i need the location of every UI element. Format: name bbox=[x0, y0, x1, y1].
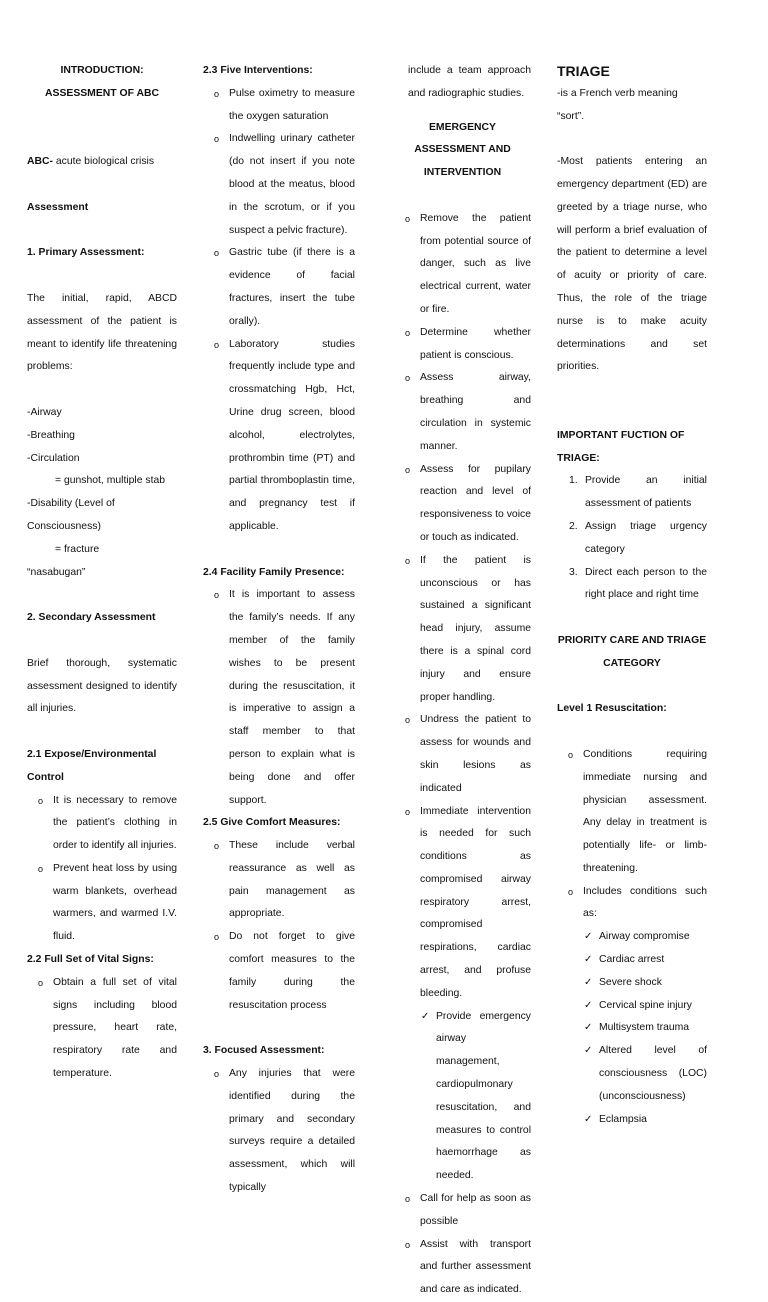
secondary-assessment-heading: 2. Secondary Assessment bbox=[27, 612, 156, 624]
abc-def: acute biological crisis bbox=[52, 156, 155, 168]
list-item: o Do not forget to give comfort measures to the family during the resuscitation process bbox=[203, 926, 355, 1017]
priority-heading-line-1: PRIORITY CARE AND TRIAGE bbox=[557, 634, 707, 646]
triage-function-list bbox=[557, 470, 707, 607]
abcd-item-airway: -Airway bbox=[27, 406, 62, 418]
list-item: o Assess for pupilary reaction and level of responsiveness to voice or touch as indicated. bbox=[394, 459, 531, 550]
list-item: o Determine whether patient is conscious. bbox=[394, 322, 531, 368]
expose-heading: 2.1 Expose/Environmental Control bbox=[27, 748, 157, 783]
interventions-heading: 2.3 Five Interventions: bbox=[203, 65, 313, 76]
triage-title: TRIAGE bbox=[557, 63, 610, 79]
list-item: o Call for help as soon as possible bbox=[394, 1188, 531, 1234]
list-item: o These include verbal reassurance as well as pain management as appropriate. bbox=[203, 835, 355, 926]
family-presence-heading: 2.4 Facility Family Presence: bbox=[203, 566, 345, 578]
comfort-measures-list bbox=[203, 835, 355, 1017]
expose-list bbox=[27, 790, 177, 950]
circulation-note: = gunshot, multiple stab bbox=[55, 475, 166, 487]
list-item: o Undress the patient to assess for wounds and skin lesions as indicated bbox=[394, 709, 531, 800]
comfort-measures-heading: 2.5 Give Comfort Measures: bbox=[203, 817, 341, 829]
vitals-list bbox=[27, 972, 177, 1086]
list-item: ✓ Eclampsia bbox=[571, 1109, 707, 1132]
intro-title: INTRODUCTION: bbox=[60, 65, 144, 76]
column-4 bbox=[557, 60, 707, 1131]
list-item: ✓ Altered level of consciousness (LOC) (unconsciousness) bbox=[571, 1040, 707, 1108]
secondary-assessment-text: Brief thorough, systematic assessment designed to identify all injuries. bbox=[27, 657, 177, 715]
abc-definition bbox=[27, 151, 177, 174]
emergency-list bbox=[394, 208, 531, 1006]
interventions-list bbox=[203, 83, 355, 539]
list-item: 1. Provide an initial assessment of patients bbox=[569, 475, 707, 510]
list-item: o Pulse oximetry to measure the oxygen saturation bbox=[203, 83, 355, 129]
abcd-item-breathing: -Breathing bbox=[27, 429, 75, 441]
disability-note: = fracture bbox=[55, 543, 100, 555]
list-item: 2. Assign triage urgency category bbox=[569, 520, 707, 555]
column-3 bbox=[394, 60, 531, 1302]
list-item: o Conditions requiring immediate nursing and physician assessment. Any delay in treatment is potentially life- or limb-threatening. bbox=[557, 744, 707, 881]
triage-definition: -is a French verb meaning “sort”. bbox=[557, 87, 678, 122]
list-item: o It is important to assess the family’s needs. If any member of the family wishes to be present during the resuscitation, it is imperative to assign a staff member to that person to explain what is being done and offer support. bbox=[203, 584, 355, 812]
level1-list bbox=[557, 744, 707, 926]
list-item: o Prevent heat loss by using warm blankets, overhead warmers, and warmed I.V. fluid. bbox=[27, 858, 177, 949]
primary-assessment-heading: 1. Primary Assessment: bbox=[27, 247, 145, 259]
list-item: o Assess airway, breathing and circulation in systemic manner. bbox=[394, 367, 531, 458]
list-item: o If the patient is unconscious or has sustained a significant head injury, assume there is a spinal cord injury and ensure proper handling. bbox=[394, 550, 531, 710]
triage-text: -Most patients entering an emergency department (ED) are greeted by a triage nurse, who will perform a brief evaluation of the patient to determine a level of acuity or priority of care. Thus, the role of the triage nurse is to make acuity determinations and set priorities. bbox=[557, 156, 707, 373]
list-item: o Gastric tube (if there is a evidence of facial fractures, insert the tube orally). bbox=[203, 242, 355, 333]
list-item: o Any injuries that were identified during the primary and secondary surveys require a detailed assessment, which will typically bbox=[203, 1063, 355, 1200]
list-item: ✓ Severe shock bbox=[571, 972, 707, 995]
list-item: o Indwelling urinary catheter (do not insert if you note blood at the meatus, blood in the scrotum, or if you suspect a pelvic fracture). bbox=[203, 128, 355, 242]
list-item: ✓ Multisystem trauma bbox=[571, 1017, 707, 1040]
list-item: o Remove the patient from potential source of danger, such as live electrical current, water or fire. bbox=[394, 208, 531, 322]
abc-term: ABC- bbox=[27, 156, 53, 168]
list-item: ✓ Provide emergency airway management, cardiopulmonary resuscitation, and measures to control haemorrhage as needed. bbox=[408, 1006, 531, 1188]
abcd-item-disability: -Disability (Level of Consciousness) bbox=[27, 498, 115, 532]
vitals-heading: 2.2 Full Set of Vital Signs: bbox=[27, 954, 154, 966]
assessment-heading: Assessment bbox=[27, 201, 89, 213]
list-item: ✓ Cervical spine injury bbox=[571, 995, 707, 1018]
family-presence-list bbox=[203, 584, 355, 812]
intro-subtitle: ASSESSMENT OF ABC bbox=[45, 87, 159, 99]
triage-function-heading: IMPORTANT FUCTION OF TRIAGE: bbox=[557, 429, 685, 464]
list-item: o Assist with transport and further assessment and care as indicated. bbox=[394, 1234, 531, 1302]
emergency-list-after bbox=[394, 1188, 531, 1302]
list-item: 3. Direct each person to the right place and right time bbox=[569, 566, 707, 601]
list-item: o Immediate intervention is needed for such conditions as compromised airway respiratory arrest, compromised respirations, cardiac arrest, and profuse bleeding. bbox=[394, 801, 531, 1006]
continued-text: include a team approach and radiographic studies. bbox=[408, 65, 531, 99]
list-item: o Laboratory studies frequently include type and crossmatching Hgb, Hct, Urine drug screen, blood alcohol, electrolytes, prothrombin time (PT) and partial thromboplastin time, and pregnancy test if applicable. bbox=[203, 334, 355, 539]
list-item: ✓ Airway compromise bbox=[571, 926, 707, 949]
list-item: o It is necessary to remove the patient’s clothing in order to identify all injuries. bbox=[27, 790, 177, 858]
priority-heading-line-2: CATEGORY bbox=[603, 657, 661, 669]
list-item: ✓ Cardiac arrest bbox=[571, 949, 707, 972]
column-1 bbox=[27, 60, 177, 1086]
emergency-heading-line-2: INTERVENTION bbox=[423, 167, 502, 179]
focused-assessment-heading: 3. Focused Assessment: bbox=[203, 1045, 325, 1057]
emergency-check-list bbox=[394, 1006, 531, 1188]
focused-assessment-list bbox=[203, 1063, 355, 1200]
abcd-item-circulation: -Circulation bbox=[27, 452, 80, 464]
emergency-heading-line-1: EMERGENCY ASSESSMENT AND bbox=[414, 121, 511, 156]
nasabugan-note: “nasabugan” bbox=[27, 566, 86, 578]
list-item: o Includes conditions such as: bbox=[557, 881, 707, 927]
conditions-list bbox=[557, 926, 707, 1131]
list-item: o Obtain a full set of vital signs including blood pressure, heart rate, respiratory rate and temperature. bbox=[27, 972, 177, 1086]
level1-heading: Level 1 Resuscitation: bbox=[557, 703, 667, 715]
primary-assessment-text: The initial, rapid, ABCD assessment of the patient is meant to identify life threatening problems: bbox=[27, 292, 177, 373]
column-2 bbox=[203, 60, 355, 1200]
